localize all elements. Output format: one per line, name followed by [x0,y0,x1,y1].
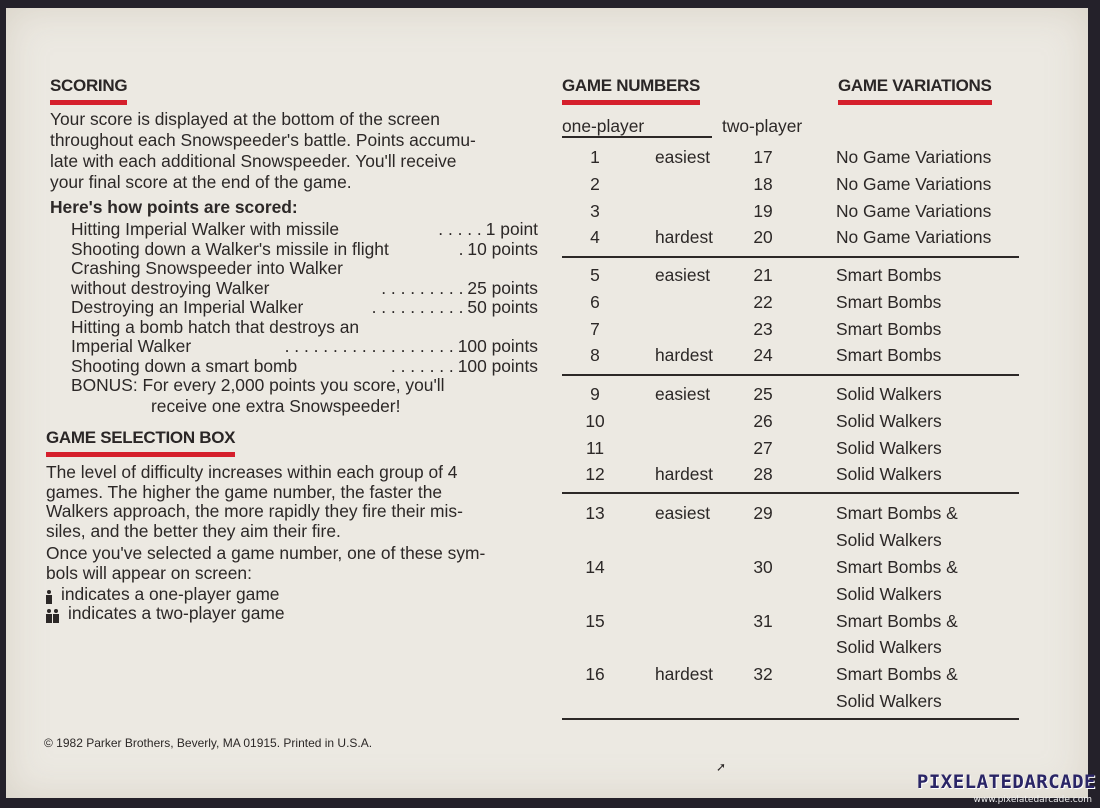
points-row-text: Imperial Walker [71,337,192,356]
bonus-line: BONUS: For every 2,000 points you score, you'll [71,375,445,395]
selection-line: Once you've selected a game number, one of these sym- [46,543,486,563]
points-row-text: Shooting down a Walker's missile in flight [71,240,389,259]
difficulty-label: easiest [655,503,711,523]
game-variation-label: Smart Bombs [836,318,942,339]
selection-line: The level of difficulty increases within each group of 4 [46,462,458,482]
game-number-two-player: 32 [753,664,773,685]
one-player-icon [46,588,53,602]
selection-line: bols will appear on screen: [46,562,252,583]
game-variation-label: No Game Variations [836,200,992,221]
scoring-intro-line: your final score at the end of the game. [50,172,352,192]
dot-leader: . . . . . . . . . [381,278,464,298]
game-number-one-player: 8 [590,345,600,366]
game-number-two-player: 25 [753,384,773,404]
symbols-paragraph [46,544,485,583]
game-number-one-player: 6 [590,291,600,312]
scoring-intro-line: throughout each Snowspeeder's battle. Points accumu- [50,130,476,150]
difficulty-label: hardest [655,345,714,366]
points-row [71,337,538,357]
game-variation-label: Smart Bombs & [836,503,958,523]
dot-leader: . . . . . . . [390,356,454,376]
one-player-column-header: one-player [562,116,645,136]
game-variation-label: No Game Variations [836,173,992,194]
points-row [71,259,538,279]
game-number-one-player: 14 [585,556,605,577]
points-row [71,357,538,377]
game-number-one-player: 7 [590,318,600,339]
scoring-intro [50,109,476,193]
game-variation-label: Solid Walkers [836,464,942,485]
two-player-icon [46,607,60,621]
game-number-one-player: 5 [590,265,600,285]
game-number-two-player: 26 [753,410,773,431]
points-value: 100 points [457,336,538,356]
game-number-one-player: 15 [585,610,605,631]
points-row [71,318,538,338]
group-divider-rule [562,374,1019,376]
difficulty-label: easiest [655,265,711,285]
watermark-logo: PIXELATEDARCADE [916,771,1096,793]
game-variation-label: Smart Bombs [836,265,942,285]
two-player-column-header: two-player [722,116,803,136]
difficulty-label: hardest [655,227,714,248]
scoring-intro-line: Your score is displayed at the bottom of the screen [50,109,440,129]
points-value: 100 points [457,356,538,376]
points-row-text: Hitting Imperial Walker with missile [71,220,340,239]
game-number-two-player: 31 [753,610,773,631]
game-variation-label: No Game Variations [836,227,992,248]
game-variations-heading: GAME VARIATIONS [838,77,992,105]
watermark-url: www.pixelatedarcade.com [973,795,1092,805]
selection-line: siles, and the better they aim their fire. [46,520,341,541]
game-number-two-player: 24 [753,345,773,366]
copyright-footer: © 1982 Parker Brothers, Beverly, MA 01915. Printed in U.S.A. [44,736,373,750]
points-value: 50 points [467,297,538,317]
scoring-intro-line: late with each additional Snowspeeder. You'll receive [50,151,457,171]
game-variation-label: Solid Walkers [836,583,942,604]
game-variation-label: Smart Bombs & [836,610,958,631]
difficulty-label: easiest [655,384,711,404]
selection-line: games. The higher the game number, the faster the [46,481,443,502]
points-value: 1 point [485,219,538,239]
game-variation-label: Smart Bombs & [836,556,958,577]
game-number-one-player: 16 [585,664,605,685]
points-row-text: without destroying Walker [71,279,270,298]
game-number-two-player: 23 [753,318,773,339]
game-number-one-player: 10 [585,410,605,431]
points-row [71,279,538,299]
game-number-two-player: 21 [753,265,773,285]
points-row-text: Hitting a bomb hatch that destroys an [71,318,360,337]
column-header-rule [562,136,712,138]
game-variation-label: Solid Walkers [836,691,942,712]
game-number-one-player: 13 [585,503,605,523]
game-number-two-player: 28 [753,464,773,485]
points-value: 25 points [467,278,538,298]
game-number-two-player: 29 [753,503,773,523]
difficulty-label: easiest [655,147,711,167]
one-player-symbol-row [46,584,279,605]
game-number-two-player: 30 [753,556,773,577]
game-variation-label: Solid Walkers [836,410,942,431]
game-number-two-player: 22 [753,291,773,312]
game-variation-label: Smart Bombs [836,291,942,312]
points-row [71,240,538,260]
group-divider-rule [562,256,1019,258]
game-selection-heading: GAME SELECTION BOX [46,429,235,457]
difficulty-label: hardest [655,664,714,685]
two-player-text: indicates a two-player game [68,603,285,623]
game-number-one-player: 2 [590,173,600,194]
game-numbers-heading: GAME NUMBERS [562,77,700,105]
game-variation-label: Solid Walkers [836,637,942,658]
two-player-symbol-row [46,603,285,624]
bonus-line: receive one extra Snowspeeder! [151,396,401,416]
game-number-two-player: 17 [753,147,773,167]
game-number-one-player: 12 [585,464,605,485]
dot-leader: . . . . . [438,219,482,239]
points-row [71,220,538,240]
dot-leader: . . . . . . . . . . [371,297,464,317]
scoring-heading: SCORING [50,77,127,105]
game-variation-label: Solid Walkers [836,437,942,458]
points-row-text: Destroying an Imperial Walker [71,298,304,317]
game-number-one-player: 4 [590,227,600,248]
group-divider-rule [562,492,1019,494]
game-variation-label: Solid Walkers [836,529,942,550]
game-number-one-player: 1 [590,147,600,167]
group-divider-rule [562,718,1019,720]
game-number-two-player: 18 [753,173,773,194]
game-number-one-player: 11 [585,437,605,458]
dot-leader: . . . . . . . . . . . . . . . . . . [284,336,454,356]
page-mark: ➚ [716,760,727,774]
dot-leader: . [458,239,464,259]
selection-line: Walkers approach, the more rapidly they fire their mis- [46,501,463,521]
one-player-text: indicates a one-player game [61,584,280,604]
game-variation-label: Solid Walkers [836,384,942,404]
game-variation-label: Smart Bombs & [836,664,958,685]
game-variation-label: Smart Bombs [836,345,942,366]
points-subheading: Here's how points are scored: [50,197,298,217]
points-row-text: Shooting down a smart bomb [71,357,298,376]
points-row [71,298,538,318]
game-number-one-player: 9 [590,384,600,404]
game-variation-label: No Game Variations [836,147,992,167]
game-number-two-player: 19 [753,200,773,221]
game-number-two-player: 20 [753,227,773,248]
selection-paragraph [46,463,463,541]
difficulty-label: hardest [655,464,714,485]
game-number-two-player: 27 [753,437,773,458]
game-number-one-player: 3 [590,200,600,221]
points-value: 10 points [467,239,538,259]
points-row-text: Crashing Snowspeeder into Walker [71,259,343,278]
